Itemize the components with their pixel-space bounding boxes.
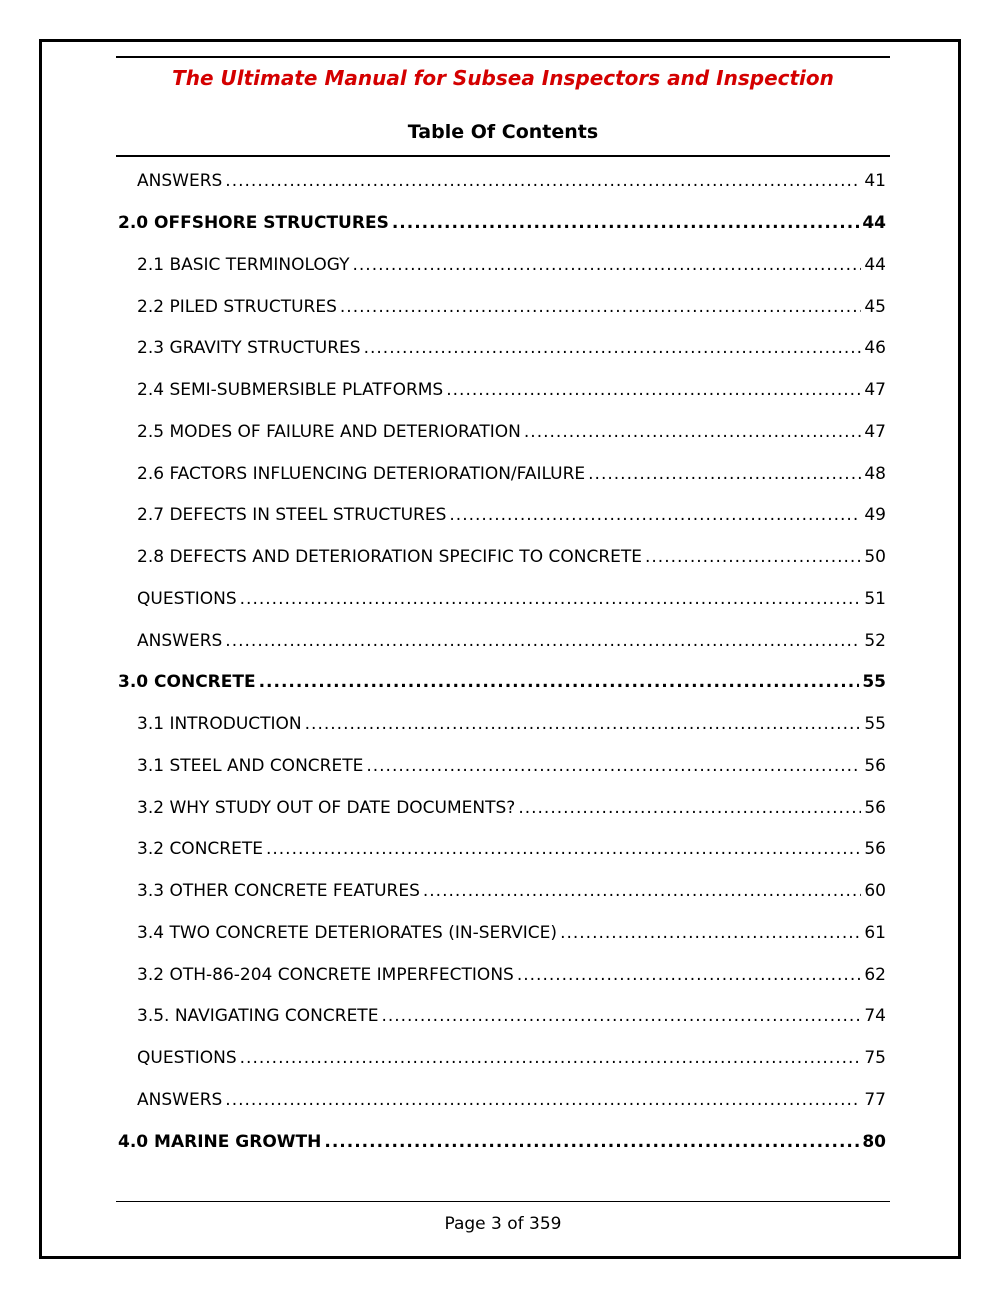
toc-entry-page-number: 60 xyxy=(864,881,886,902)
dot-leader xyxy=(366,758,861,775)
dot-leader xyxy=(340,299,861,316)
document-title: The Ultimate Manual for Subsea Inspectors and Inspection xyxy=(172,66,834,90)
toc-entry-page-number: 44 xyxy=(864,254,886,275)
dot-leader xyxy=(449,507,861,524)
toc-entry-label: 2.2 PILED STRUCTURES xyxy=(137,296,337,317)
toc-entry-label: 2.1 BASIC TERMINOLOGY xyxy=(137,254,350,275)
dot-leader xyxy=(305,716,862,733)
dot-leader xyxy=(352,257,861,274)
dot-leader xyxy=(240,591,862,608)
toc-entry-label: 3.2 WHY STUDY OUT OF DATE DOCUMENTS? xyxy=(137,797,516,818)
toc-entry-label: 2.0 OFFSHORE STRUCTURES xyxy=(118,213,389,234)
toc-section-entry[interactable] xyxy=(116,370,886,412)
toc-entry-page-number: 77 xyxy=(864,1089,886,1110)
toc-section-entry[interactable] xyxy=(116,871,886,913)
dot-leader xyxy=(588,466,861,483)
toc-entry-label: 2.4 SEMI-SUBMERSIBLE PLATFORMS xyxy=(137,380,444,401)
toc-entry-page-number: 56 xyxy=(864,797,886,818)
dot-leader xyxy=(518,800,861,817)
toc-entry-page-number: 44 xyxy=(862,213,886,234)
dot-leader xyxy=(392,215,860,232)
dot-leader xyxy=(524,424,861,441)
toc-entry-label: ANSWERS xyxy=(137,171,223,192)
toc-entry-page-number: 56 xyxy=(864,755,886,776)
toc-section-entry[interactable] xyxy=(116,913,886,955)
toc-entry-label: 2.5 MODES OF FAILURE AND DETERIORATION xyxy=(137,421,521,442)
dot-leader xyxy=(225,173,861,190)
toc-entry-label: 2.8 DEFECTS AND DETERIORATION SPECIFIC TO CONCRETE xyxy=(137,547,642,568)
header-top-rule xyxy=(116,56,890,58)
toc-entry-page-number: 56 xyxy=(864,839,886,860)
toc-section-entry[interactable] xyxy=(116,704,886,746)
toc-entry-label: 2.6 FACTORS INFLUENCING DETERIORATION/FAILURE xyxy=(137,463,586,484)
toc-entry-page-number: 47 xyxy=(864,421,886,442)
toc-entry-label: 3.5. NAVIGATING CONCRETE xyxy=(137,1006,379,1027)
toc-section-entry[interactable] xyxy=(116,537,886,579)
toc-entry-page-number: 62 xyxy=(864,964,886,985)
toc-entry-page-number: 51 xyxy=(864,588,886,609)
toc-entry-page-number: 48 xyxy=(864,463,886,484)
dot-leader xyxy=(517,967,862,984)
toc-entry-page-number: 47 xyxy=(864,380,886,401)
dot-leader xyxy=(364,340,862,357)
dot-leader xyxy=(645,549,861,566)
toc-entry-page-number: 45 xyxy=(864,296,886,317)
dot-leader xyxy=(240,1050,862,1067)
toc-entry-page-number: 55 xyxy=(864,714,886,735)
toc-section-entry[interactable] xyxy=(116,620,886,662)
toc-entry-label: ANSWERS xyxy=(137,1089,223,1110)
dot-leader xyxy=(324,1134,859,1151)
toc-section-entry[interactable] xyxy=(116,412,886,454)
dot-leader xyxy=(423,883,861,900)
toc-chapter-entry[interactable] xyxy=(116,1121,886,1163)
toc-section-entry[interactable] xyxy=(116,1038,886,1080)
dot-leader xyxy=(381,1008,861,1025)
toc-section-entry[interactable] xyxy=(116,579,886,621)
toc-entry-page-number: 74 xyxy=(864,1006,886,1027)
toc-entry-label: ANSWERS xyxy=(137,630,223,651)
toc-entry-page-number: 52 xyxy=(864,630,886,651)
toc-entry-page-number: 80 xyxy=(862,1131,886,1152)
toc-entry-label: 3.0 CONCRETE xyxy=(118,672,256,693)
toc-entry-page-number: 41 xyxy=(864,171,886,192)
toc-section-entry[interactable] xyxy=(116,996,886,1038)
toc-entry-page-number: 75 xyxy=(864,1048,886,1069)
toc-entry-page-number: 61 xyxy=(864,922,886,943)
toc-entry-label: 2.3 GRAVITY STRUCTURES xyxy=(137,338,361,359)
header-bottom-rule xyxy=(116,155,890,157)
toc-section-entry[interactable] xyxy=(116,787,886,829)
toc-list xyxy=(116,161,886,1163)
toc-section-entry[interactable] xyxy=(116,1080,886,1122)
toc-section-entry[interactable] xyxy=(116,328,886,370)
toc-section-entry[interactable] xyxy=(116,829,886,871)
toc-entry-page-number: 46 xyxy=(864,338,886,359)
footer-rule xyxy=(116,1201,890,1202)
toc-chapter-entry[interactable] xyxy=(116,203,886,245)
toc-section-entry[interactable] xyxy=(116,161,886,203)
toc-entry-page-number: 55 xyxy=(862,672,886,693)
toc-section-entry[interactable] xyxy=(116,286,886,328)
toc-entry-label: 3.1 STEEL AND CONCRETE xyxy=(137,755,364,776)
toc-heading: Table Of Contents xyxy=(407,121,599,143)
toc-chapter-entry[interactable] xyxy=(116,662,886,704)
toc-section-entry[interactable] xyxy=(116,746,886,788)
toc-section-entry[interactable] xyxy=(116,495,886,537)
toc-entry-page-number: 49 xyxy=(864,505,886,526)
toc-section-entry[interactable] xyxy=(116,954,886,996)
toc-entry-page-number: 50 xyxy=(864,547,886,568)
toc-entry-label: 4.0 MARINE GROWTH xyxy=(118,1131,322,1152)
toc-entry-label: 3.2 OTH-86-204 CONCRETE IMPERFECTIONS xyxy=(137,964,514,985)
toc-section-entry[interactable] xyxy=(116,453,886,495)
toc-entry-label: 3.2 CONCRETE xyxy=(137,839,263,860)
dot-leader xyxy=(446,382,861,399)
dot-leader xyxy=(560,925,861,942)
toc-entry-label: 3.4 TWO CONCRETE DETERIORATES (IN-SERVICE) xyxy=(137,922,558,943)
toc-entry-label: QUESTIONS xyxy=(137,588,237,609)
toc-entry-label: QUESTIONS xyxy=(137,1048,237,1069)
toc-section-entry[interactable] xyxy=(116,245,886,287)
dot-leader xyxy=(266,841,861,858)
dot-leader xyxy=(225,633,861,650)
toc-entry-label: 3.3 OTHER CONCRETE FEATURES xyxy=(137,881,420,902)
page-number: Page 3 of 359 xyxy=(444,1214,562,1234)
toc-entry-label: 2.7 DEFECTS IN STEEL STRUCTURES xyxy=(137,505,447,526)
dot-leader xyxy=(259,674,860,691)
toc-entry-label: 3.1 INTRODUCTION xyxy=(137,714,302,735)
dot-leader xyxy=(225,1092,861,1109)
